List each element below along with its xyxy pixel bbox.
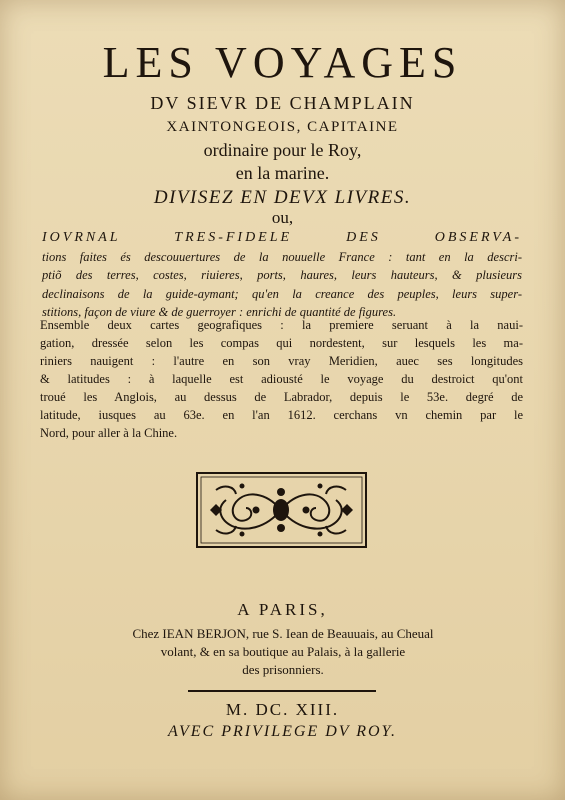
ensemble-line: troué les Anglois, au dessus de Labrador, depuis le 53e. degré de: [40, 390, 523, 404]
ensemble-line: riniers nauigent : l'autre en son vray Meridien, auec ses longitudes: [40, 354, 523, 368]
place-of-publication: A PARIS,: [237, 600, 328, 619]
ensemble-line: gation, dressée selon les compas qui nordestent, sur lesquels les ma-: [40, 336, 523, 350]
divider-rule: [188, 690, 376, 692]
ensemble-paragraph: [40, 316, 523, 442]
marine-line: en la marine.: [235, 163, 330, 183]
journal-line: tions faites és descouuertures de la nouuelle France : tant en la descri-: [42, 249, 522, 264]
journal-line: ptiõ des terres, costes, riuieres, ports, haures, leurs hauteurs, & plusieurs: [42, 268, 522, 282]
publication-date: M. DC. XIII.: [225, 700, 340, 719]
ensemble-line: latitude, iusques au 63e. en l'an 1612. cerchans vn chemin par le: [40, 408, 523, 422]
rank-line: ordinaire pour le Roy,: [203, 140, 362, 160]
ensemble-line: Nord, pour aller à la Chine.: [40, 426, 178, 440]
imprint-line: des prisonniers.: [242, 662, 324, 677]
privilege-line: AVEC PRIVILEGE DV ROY.: [168, 723, 397, 740]
author-line: DV SIEVR DE CHAMPLAIN: [150, 93, 415, 113]
imprint-line: Chez IEAN BERJON, rue S. Iean de Beauuais, au Cheual: [132, 626, 434, 641]
journal-line: stitions, façon de viure & de guerroyer : enrichi de quantité de figures.: [42, 305, 397, 319]
journal-line: declinaisons de la guide-aymant; qu'en la creance des peuples, leurs super-: [42, 286, 522, 301]
imprint-line: volant, & en sa boutique au Palais, à la gallerie: [160, 644, 406, 659]
book-title: LES VOYAGES: [102, 38, 463, 87]
imprint-block: [60, 625, 506, 679]
printers-ornament-icon: [196, 472, 367, 548]
divisez-heading: DIVISEZ EN DEVX LIVRES.: [153, 187, 412, 208]
ou-line: ou,: [271, 208, 294, 227]
origin-line: XAINTONGEOIS, CAPITAINE: [166, 119, 399, 135]
ensemble-line: & latitudes : à laquelle est adiousté le voyage du destroict qu'ont: [40, 372, 523, 386]
ensemble-line: Ensemble deux cartes geografiques : la premiere seruant à la naui-: [40, 318, 523, 332]
journal-lead: IOVRNAL TRES-FIDELE DES OBSERVA-: [42, 230, 522, 245]
journal-paragraph: [42, 229, 522, 322]
